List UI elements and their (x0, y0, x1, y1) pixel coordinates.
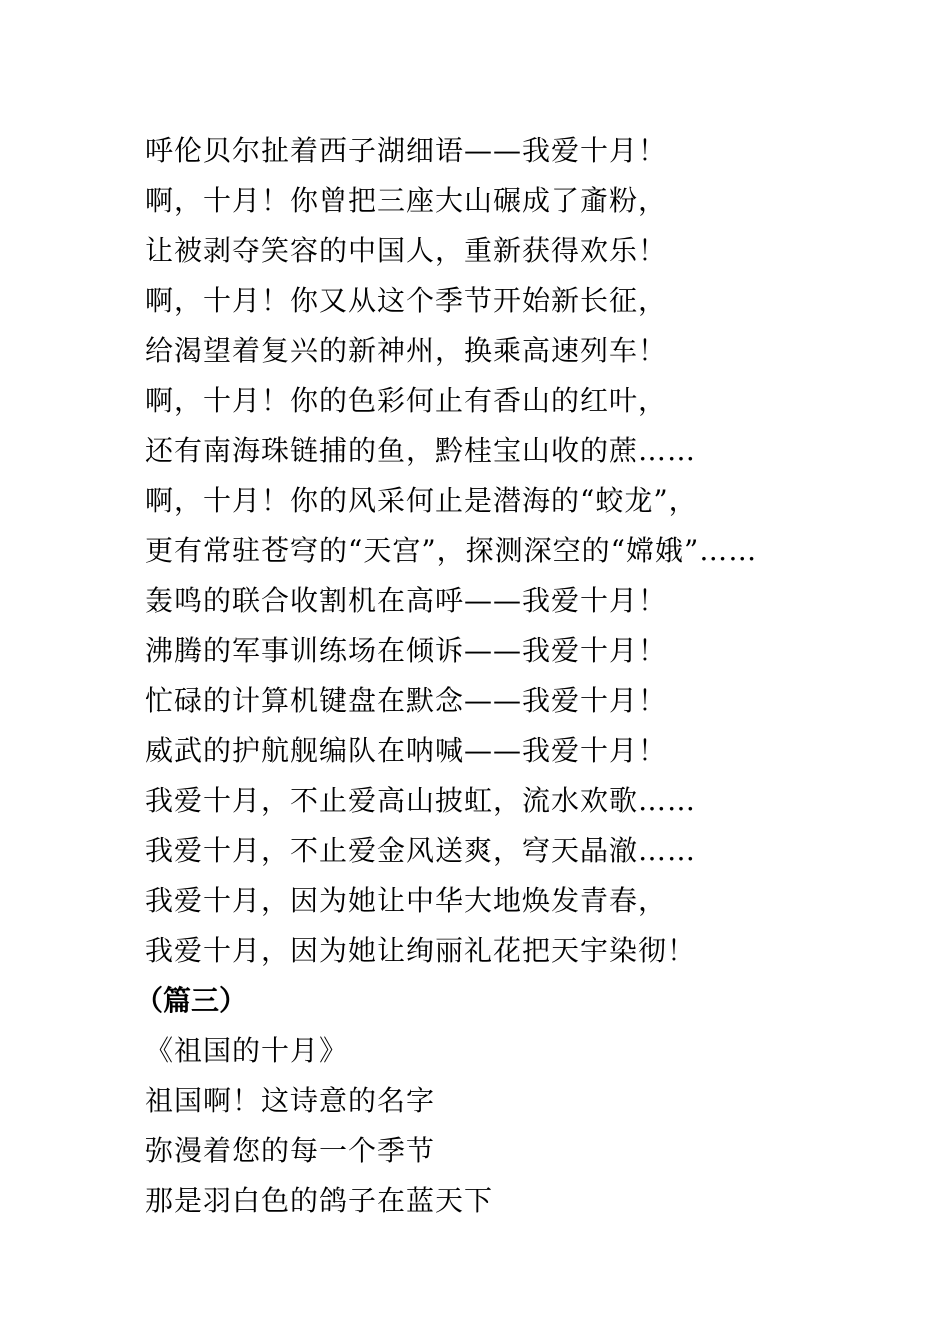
poem-line: 我爱十月，因为她让绚丽礼花把天宇染彻！ (145, 934, 697, 967)
poem-line: 啊，十月！你又从这个季节开始新长征， (145, 284, 668, 317)
poem-line: 啊，十月！你的色彩何止有香山的红叶， (145, 384, 668, 417)
poem-line: 啊，十月！你的风采何止是潜海的“蛟龙”， (145, 484, 698, 517)
poem-line: 让被剥夺笑容的中国人，重新获得欢乐！ (145, 234, 668, 267)
poem-line: 呼伦贝尔扯着西子湖细语——我爱十月！ (145, 134, 668, 167)
poem-title: 《祖国的十月》 (145, 1034, 349, 1067)
poem-line: 弥漫着您的每一个季节 (145, 1134, 436, 1167)
poem-text-block (135, 126, 925, 1226)
poem-line: 我爱十月，因为她让中华大地焕发青春， (145, 884, 668, 917)
poem-line: 更有常驻苍穹的“天宫”，探测深空的“嫦娥”…… (145, 534, 758, 567)
poem-line: 给渴望着复兴的新神州，换乘高速列车！ (145, 334, 668, 367)
poem-line: 轰鸣的联合收割机在高呼——我爱十月！ (145, 584, 668, 617)
section-heading: （篇三） (135, 984, 248, 1017)
poem-line: 忙碌的计算机键盘在默念——我爱十月！ (145, 684, 668, 717)
poem-line: 我爱十月，不止爱金风送爽，穹天晶澈…… (145, 834, 697, 867)
poem-line: 还有南海珠链捕的鱼，黔桂宝山收的蔗…… (145, 434, 697, 467)
poem-line: 沸腾的军事训练场在倾诉——我爱十月！ (145, 634, 668, 667)
poem-line: 祖国啊！这诗意的名字 (145, 1084, 436, 1117)
poem-line: 我爱十月，不止爱高山披虹，流水欢歌…… (145, 784, 697, 817)
poem-line: 啊，十月！你曾把三座大山碾成了齑粉， (145, 184, 668, 217)
poem-line: 那是羽白色的鸽子在蓝天下 (145, 1184, 494, 1217)
poem-line: 威武的护航舰编队在呐喊——我爱十月！ (145, 734, 668, 767)
